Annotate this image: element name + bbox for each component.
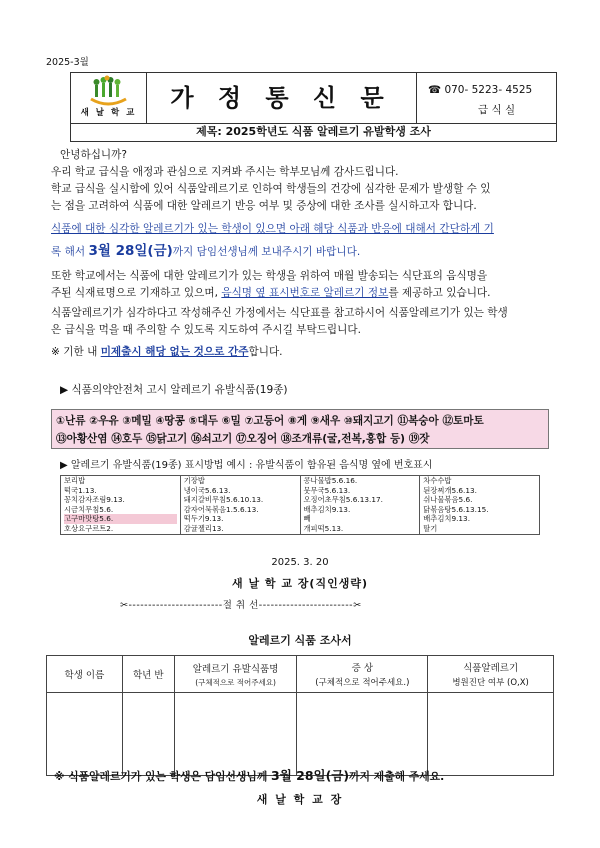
subject-line: 제목: 2025학년도 식품 알레르기 유발학생 조사 (70, 123, 557, 142)
purpose-line-2: 는 점을 고려하여 식품에 대한 알레르기 반응 여부 및 증상에 대한 조사를 실시하고자 합니다. (51, 200, 477, 212)
menu-item: 호상요구르트2. (64, 523, 114, 533)
symptom-field[interactable] (297, 693, 428, 776)
menu-item: 닭볶음탕5.6.13.15. (423, 504, 489, 514)
survey-header-diagnosis: 식품알레르기 병원진단 여부 (O,X) (428, 656, 554, 693)
menu-item: 돼지갈비무침5.6.10.13. (183, 495, 264, 505)
menu-item: 떡두기9.13. (183, 514, 224, 524)
request-line-2 (51, 241, 360, 262)
menu-item: 쉬나물볶음5.6. (423, 495, 473, 505)
school-logo (71, 73, 147, 123)
cut-line: ✂------------------------절 취 선------------------------✂ (120, 600, 362, 611)
menu-example-table (60, 475, 540, 535)
newsletter-header (70, 72, 557, 124)
note-prefix: ※ 기한 내 (51, 346, 101, 358)
footer-note-prefix: ※ 식품알레르기가 있는 학생은 담임선생님께 (54, 770, 272, 783)
menu-item: 기장밥 (183, 476, 205, 485)
menu-item: 딸기 (423, 523, 438, 533)
department: 급 식 실 (478, 104, 516, 116)
footer-signature: 새 날 학 교 장 (256, 793, 344, 806)
menu-item: 배추김치9.13. (303, 504, 351, 514)
menu-item: 떡국1.13. (64, 485, 97, 495)
menu-example-col (300, 476, 420, 535)
section-allergens-title: ▶ 식품의약안전처 고시 알레르기 유발식품(19종) (60, 384, 288, 396)
allergen-list-line-2: ⑬아황산염 ⑭호두 ⑮닭고기 ⑯쇠고기 ⑰오징어 ⑱조개류(굴,전복,홍합 등) ⑲잣 (56, 433, 430, 445)
submission-note (51, 344, 283, 361)
menu-item: 콩나물밥5.6.16. (303, 476, 358, 485)
diagnosis-field[interactable] (428, 693, 554, 776)
survey-title: 알레르기 식품 조사서 (248, 634, 352, 647)
request-deadline: 3월 28일(금) (88, 243, 173, 259)
footer-note (54, 766, 444, 784)
phone-icon: ☎ (428, 84, 442, 96)
note-emphasis: 미제출시 해당 없는 것으로 간주 (100, 346, 249, 358)
menu-info-text-b: 를 제공하고 있습니다. (388, 287, 491, 299)
footer-note-suffix: 까지 제출해 주세요. (349, 770, 445, 783)
guidance-line-1: 식품알레르기가 심각하다고 작성해주신 가정에서는 식단표를 참고하시어 식품알레르기가 있는 학생 (51, 307, 508, 319)
allergy-number-info: 음식명 옆 표시번호로 알레르기 정보 (221, 287, 389, 299)
allergen-list-line-1: ①난류 ②우유 ③메밀 ④땅콩 ⑤대두 ⑥밀 ⑦고등어 ⑧게 ⑨새우 ⑩돼지고기 ⑪복숭아 ⑫토마토 (56, 415, 484, 427)
survey-header-class: 학년 반 (122, 656, 174, 693)
note-suffix: 합니다. (248, 346, 283, 358)
menu-item: 고구마맛탕5.6. (64, 514, 177, 524)
menu-info-text-a: 주된 식재료명으로 기재하고 있으며, (51, 287, 222, 299)
allergen-list-box (51, 409, 549, 449)
grade-class-field[interactable] (122, 693, 174, 776)
request-text-b: 까지 담임선생님께 보내주시기 바랍니다. (172, 246, 361, 258)
school-name: 새 날 학 교 (80, 108, 137, 118)
survey-form-table (46, 655, 554, 776)
menu-info-line-1: 또한 학교에서는 식품에 대한 알레르기가 있는 학생을 위하여 매월 발송되는 식단표의 음식명을 (51, 270, 488, 282)
contact-info (416, 73, 556, 123)
issue-date: 2025. 3. 20 (271, 557, 329, 568)
intro-paragraph: 우리 학교 급식을 애정과 관심으로 지켜봐 주시는 학부모님께 감사드립니다. (51, 166, 399, 178)
menu-example-col (180, 476, 300, 535)
menu-item: 된장찌개5.6.13. (423, 485, 477, 495)
document-date: 2025-3월 (46, 57, 89, 68)
guidance-line-2: 은 급식을 먹을 때 주의할 수 있도록 지도하여 주시길 부탁드립니다. (51, 324, 361, 336)
request-text-a: 록 해서 (51, 246, 89, 258)
school-logo-icon (71, 73, 146, 107)
survey-header-symptom: 증 상 (구체적으로 적어주세요.) (297, 656, 428, 693)
menu-item: 뭇무국5.6.13. (303, 485, 351, 495)
greeting: 안녕하십니까? (60, 149, 128, 161)
principal-signature: 새 날 학 교 장(직인생략) (231, 577, 368, 590)
menu-item: 감귤젤리13. (183, 523, 224, 533)
survey-header-allergen: 알레르기 유발식품명 (구체적으로 적어주세요) (174, 656, 297, 693)
student-name-field[interactable] (47, 693, 123, 776)
menu-example-col (420, 476, 540, 535)
menu-item: 냉이국5.6.13. (183, 485, 231, 495)
menu-example-col (61, 476, 181, 535)
section-labeling-title: ▶ 알레르기 유발식품(19종) 표시방법 예시 : 유발식품이 함유된 음식명 옆에 번호표시 (60, 460, 433, 471)
menu-item: 시금치무침5.6. (64, 504, 114, 514)
request-line-1: 식품에 대한 심각한 알레르기가 있는 학생이 있으면 아래 해당 식품과 반응에 대해서 간단하게 기 (51, 223, 494, 235)
allergen-food-field[interactable] (174, 693, 297, 776)
menu-item: 보리밥 (64, 476, 86, 485)
purpose-line-1: 학교 급식을 실시함에 있어 식품알레르기로 인하여 학생들의 건강에 심각한 문제가 발생할 수 있 (51, 183, 491, 195)
menu-item: 빼 (303, 514, 311, 524)
phone-number: 070- 5223- 4525 (444, 84, 533, 96)
menu-info-line-2 (51, 285, 491, 302)
menu-item: 꽁치감자조림9.13. (64, 495, 125, 505)
survey-header-name: 학생 이름 (47, 656, 123, 693)
menu-item: 배추김치9.13. (423, 514, 471, 524)
menu-item: 감자어묵볶음1.5.6.13. (183, 504, 259, 514)
menu-item: 차수수밥 (423, 476, 452, 485)
footer-deadline: 3월 28일(금) (271, 768, 350, 783)
menu-item: 개피떡5.13. (303, 523, 344, 533)
newsletter-title: 가 정 통 신 문 (146, 73, 417, 123)
menu-item: 오징어초무침5.6.13.17. (303, 495, 383, 505)
